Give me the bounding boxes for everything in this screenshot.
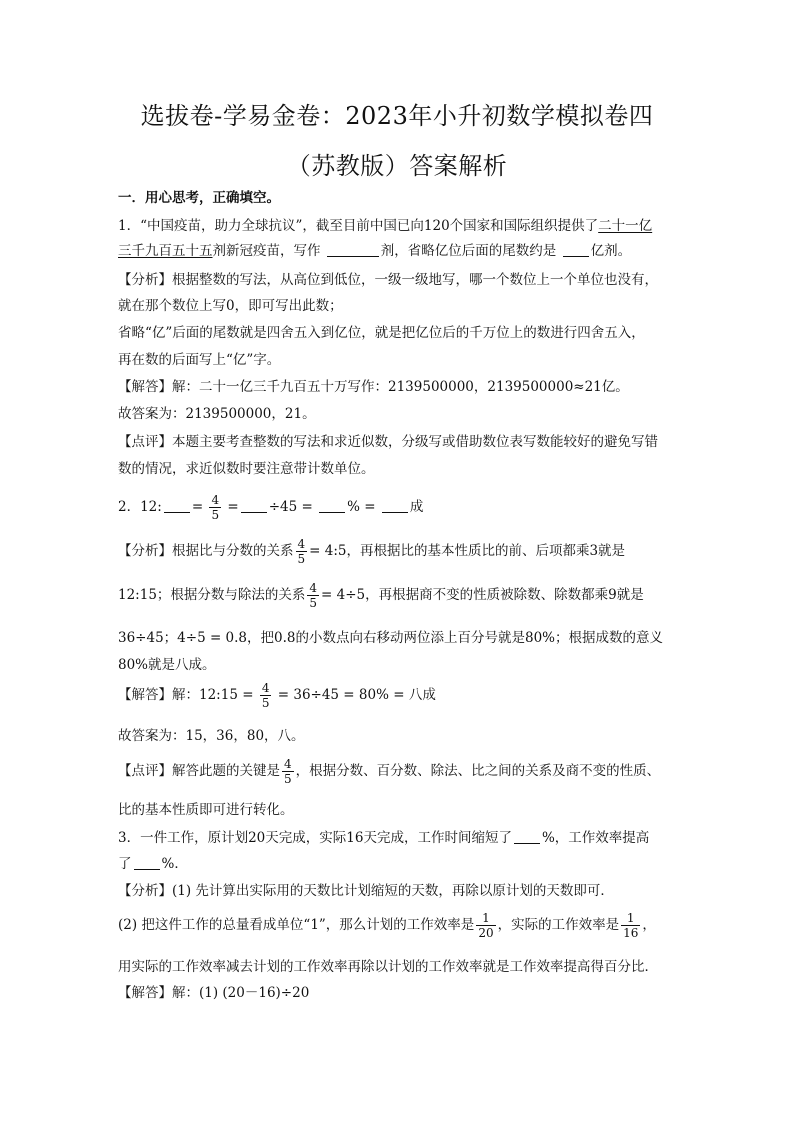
frac-num: 1 xyxy=(621,911,640,926)
q3-analysis-text-b: ，实际的工作效率是 xyxy=(497,917,620,933)
q3-text: 3．一件工作，原计划20天完成，实际16天完成，工作时间缩短了 xyxy=(118,830,512,846)
q2-analysis-2 xyxy=(118,580,683,616)
frac-num: 4 xyxy=(284,757,292,771)
section-heading: 一．用心思考，正确填空。 xyxy=(118,190,280,206)
q2-equals-2: = xyxy=(227,499,239,515)
q2-frac-num: 4 xyxy=(211,493,220,507)
q2-solution-fraction xyxy=(260,681,272,710)
q2-prefix: 2．12: xyxy=(118,499,162,515)
q3-blank-2[interactable] xyxy=(134,855,160,870)
q3-line2 xyxy=(118,854,683,874)
q2-solution-text-b: = 36÷45 = 80% = 八成 xyxy=(277,687,436,703)
q3-text-b: %，工作效率提高 xyxy=(541,830,650,846)
q2-comment-text: 【点评】解答此题的关键是 xyxy=(118,763,280,779)
frac-num: 1 xyxy=(476,911,495,926)
q3-fraction-actual xyxy=(621,911,640,940)
q2-analysis-fraction xyxy=(296,537,308,566)
q1-text-write: 剂新冠疫苗，写作 xyxy=(212,243,321,259)
q2-answer: 故答案为：15，36，80，八。 xyxy=(118,728,305,744)
q1-line1 xyxy=(118,216,683,236)
q3-analysis-3: 用实际的工作效率减去计划的工作效率再除以计划的工作效率就是工作效率提高得百分比． xyxy=(118,959,658,975)
q2-solution-text: 【解答】解：12:15 = xyxy=(118,687,254,703)
frac-num: 4 xyxy=(261,681,270,695)
q2-blank-ratio[interactable] xyxy=(164,498,190,513)
q2-blank-cheng[interactable] xyxy=(382,498,408,513)
q1-solution: 【解答】解：二十一亿三千九百五十万写作：2139500000，2139500000≈21亿。 xyxy=(118,379,629,395)
q3-text-2: 了 xyxy=(118,856,132,872)
q2-analysis-text-2: 12:15；根据分数与除法的关系 xyxy=(118,587,306,603)
q2-analysis-text-b: = 4:5，再根据比的基本性质比的前、后项都乘3就是 xyxy=(309,543,626,559)
q2-question xyxy=(118,492,683,528)
q3-analysis-1: 【分析】(1) 先计算出实际用的天数比计划缩短的天数，再除以原计划的天数即可． xyxy=(118,883,614,899)
q1-analysis-1: 【分析】根据整数的写法，从高位到低位，一级一级地写，哪一个数位上一个单位也没有， xyxy=(118,272,658,288)
q1-text: 1．“中国疫苗，助力全球抗议”，截至目前中国已向120个国家和国际组织提供了 xyxy=(118,218,599,234)
document-subtitle: （苏教版）答案解析 xyxy=(286,152,508,180)
q2-comment-fraction xyxy=(282,757,294,786)
frac-den: 5 xyxy=(309,596,318,610)
q2-comment-1 xyxy=(118,756,683,792)
q1-answer-blank-2[interactable] xyxy=(563,242,589,257)
q2-equals: = xyxy=(191,499,204,515)
q3-analysis-2 xyxy=(118,910,683,946)
q3-text-2b: %． xyxy=(161,856,188,872)
frac-den: 5 xyxy=(297,552,306,566)
q2-analysis-4: 80%就是八成。 xyxy=(118,657,216,673)
q3-blank-1[interactable] xyxy=(514,829,540,844)
q1-line2 xyxy=(118,241,683,261)
q3-analysis-text-c: ， xyxy=(642,917,656,933)
q2-solution xyxy=(118,680,683,716)
q2-analysis-fraction-2 xyxy=(307,581,319,610)
q1-underlined-number: 二十一亿 xyxy=(598,218,653,234)
q1-analysis-4: 再在数的后面写上“亿”字。 xyxy=(118,352,281,368)
q1-text-approx: 剂，省略亿位后面的尾数约是 xyxy=(380,243,557,259)
q1-comment-2: 数的情况，求近似数时要注意带计数单位。 xyxy=(118,461,375,477)
q2-fraction xyxy=(209,493,221,522)
q1-underlined-number-cont: 三千九百五十五 xyxy=(118,243,213,259)
q1-comment-1: 【点评】本题主要考查整数的写法和求近似数，分级写或借助数位表写数能较好的避免写错 xyxy=(118,434,658,450)
q2-cheng: 成 xyxy=(409,499,424,515)
document-title: 选拔卷-学易金卷：2023年小升初数学模拟卷四 xyxy=(140,102,654,130)
q3-analysis-text: (2) 把这件工作的总量看成单位“1”，那么计划的工作效率是 xyxy=(118,917,475,933)
q3-fraction-plan xyxy=(476,911,495,940)
frac-den: 16 xyxy=(623,926,639,940)
q2-pct: % = xyxy=(347,499,376,515)
q2-analysis-1 xyxy=(118,536,683,572)
frac-num: 4 xyxy=(297,537,306,551)
q2-blank-div[interactable] xyxy=(241,498,267,513)
q1-analysis-2: 就在那个数位上写0，即可写出此数； xyxy=(118,298,343,314)
frac-den: 5 xyxy=(261,696,270,710)
q2-div45: ÷45 = xyxy=(268,499,313,515)
q2-analysis-text-2b: = 4÷5，再根据商不变的性质被除数、除数都乘9就是 xyxy=(321,587,644,603)
q2-comment-2: 比的基本性质即可进行转化。 xyxy=(118,802,294,818)
q1-text-end: 亿剂。 xyxy=(590,243,632,259)
q3-solution: 【解答】解：(1) (20－16)÷20 xyxy=(118,985,310,1001)
q1-analysis-3: 省略“亿”后面的尾数就是四舍五入到亿位，就是把亿位后的千万位上的数进行四舍五入， xyxy=(118,325,645,341)
q2-analysis-3: 36÷45；4÷5 = 0.8，把0.8的小数点向右移动两位添上百分号就是80%；根据成数的意义 xyxy=(118,630,663,646)
q2-analysis-text: 【分析】根据比与分数的关系 xyxy=(118,543,294,559)
q1-answer-blank-1[interactable] xyxy=(327,242,379,257)
frac-den: 5 xyxy=(284,772,292,786)
frac-num: 4 xyxy=(309,581,318,595)
q2-frac-den: 5 xyxy=(211,508,220,522)
frac-den: 20 xyxy=(478,926,494,940)
q3-line1 xyxy=(118,828,683,848)
q1-answer: 故答案为：2139500000，21。 xyxy=(118,406,316,422)
q2-blank-pct[interactable] xyxy=(319,498,345,513)
q2-comment-text-b: ，根据分数、百分数、除法、比之间的关系及商不变的性质、 xyxy=(295,763,661,779)
